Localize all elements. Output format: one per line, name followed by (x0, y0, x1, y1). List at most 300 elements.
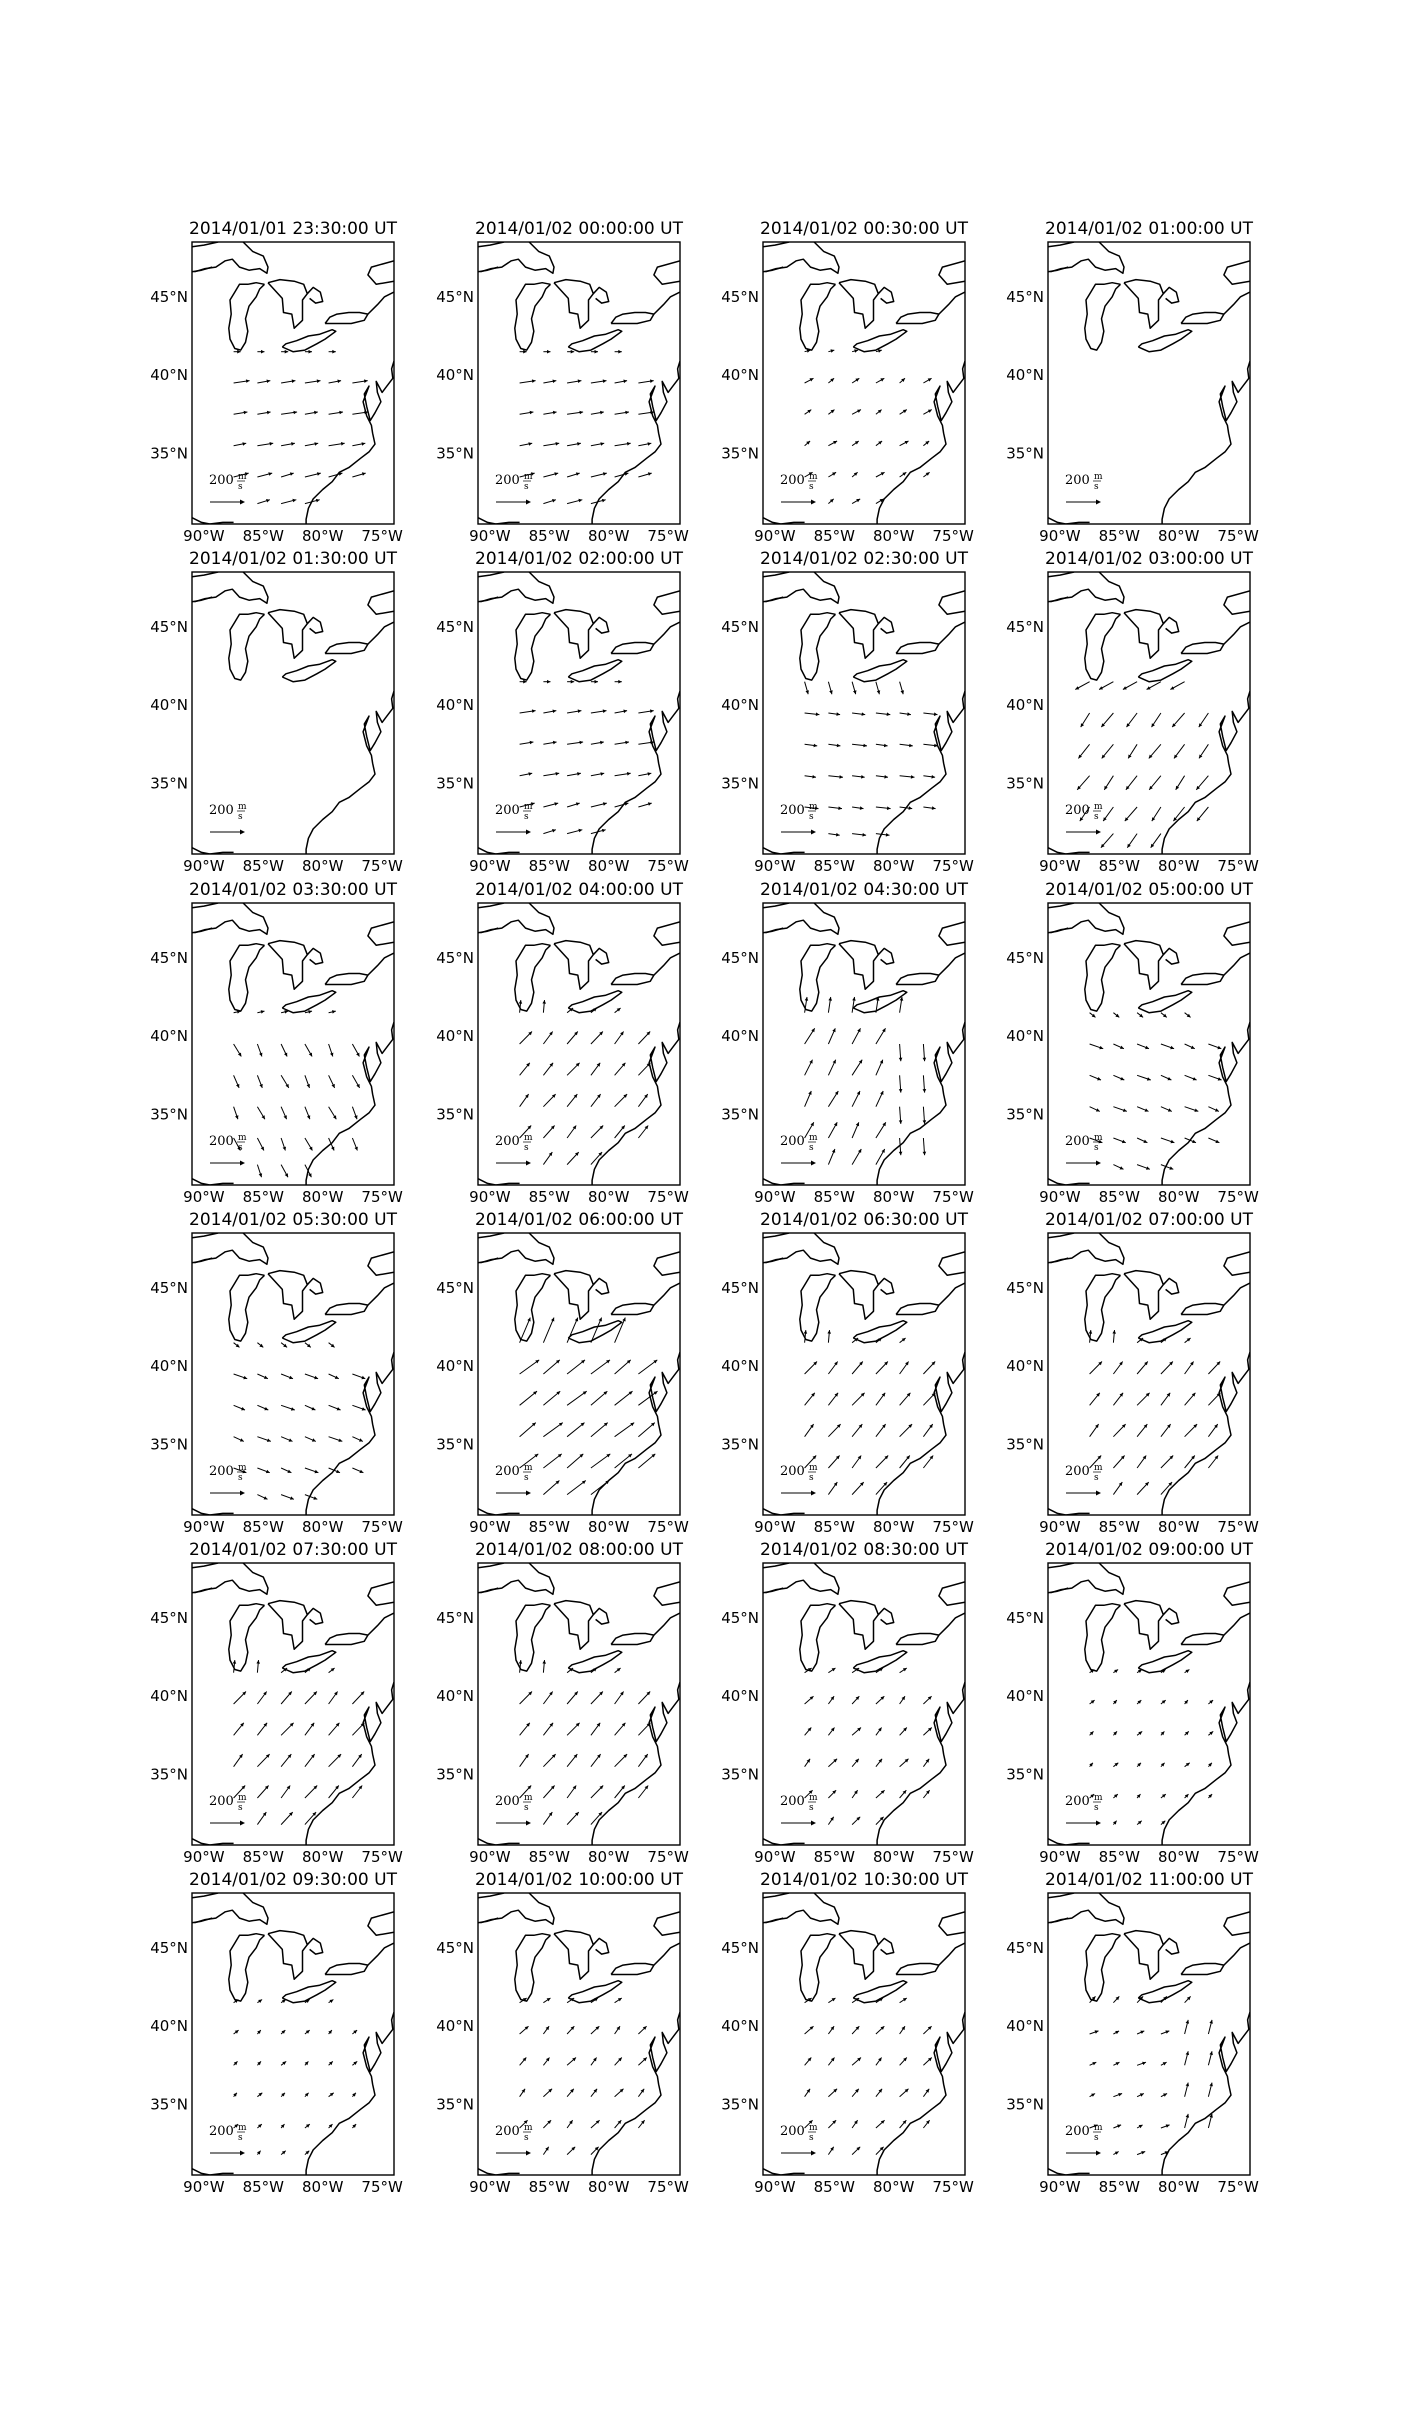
wind-arrow (638, 1126, 648, 1139)
scale-unit-denominator: s (524, 2133, 529, 2143)
wind-arrow (900, 1424, 913, 1437)
coastline-gulfBit (192, 2169, 234, 2175)
coastline-ontario (896, 643, 939, 654)
coastline-michigan (229, 944, 265, 1011)
wind-arrow (1185, 1044, 1195, 1049)
wind-arrow (1090, 1362, 1102, 1375)
wind-arrow (281, 1044, 287, 1057)
wind-arrow (805, 775, 816, 779)
wind-arrow (1208, 1456, 1218, 1469)
coastline-huron (268, 280, 307, 329)
wind-arrow (827, 1330, 831, 1343)
wind-arrow (1113, 1393, 1123, 1406)
lon-tick-label: 75°W (932, 1518, 974, 1536)
scale-label: 200 (209, 803, 234, 818)
map-panel (1006, 549, 1259, 875)
wind-arrow (257, 1495, 267, 1500)
lon-tick-label: 85°W (242, 527, 285, 545)
lon-tick-label: 80°W (1157, 2178, 1200, 2196)
wind-arrow (828, 775, 843, 779)
coastline-ontario (896, 313, 939, 324)
wind-arrow (1208, 1107, 1219, 1112)
lon-tick-label: 85°W (813, 1518, 856, 1536)
coastline-michigan (800, 613, 836, 680)
wind-arrow (352, 2061, 357, 2065)
lon-tick-label: 80°W (587, 1848, 630, 1866)
lon-tick-label: 85°W (813, 1848, 856, 1866)
lon-tick-label: 80°W (301, 1188, 344, 1206)
scale-arrow (1066, 1491, 1101, 1496)
wind-arrow (281, 2124, 285, 2128)
scale-unit-numerator: m (524, 2123, 533, 2133)
wind-arrow (567, 1152, 579, 1165)
wind-arrow (543, 499, 556, 504)
lon-tick-label: 85°W (528, 527, 571, 545)
lon-tick-label: 75°W (647, 1518, 689, 1536)
panel-title: 2014/01/02 10:30:00 UT (760, 1870, 968, 1890)
lat-tick-label: 35°N (150, 1435, 188, 1454)
wind-arrow (923, 775, 935, 779)
wind-arrow (281, 2000, 286, 2004)
wind-arrow (828, 1060, 835, 1076)
wind-arrow (876, 2089, 882, 2097)
wind-arrow (828, 2120, 836, 2128)
panel-title: 2014/01/02 10:00:00 UT (475, 1870, 683, 1890)
lat-tick-label: 40°N (150, 1357, 188, 1376)
coastline-huron (268, 1931, 307, 1980)
scale-unit-numerator: m (809, 1793, 818, 1803)
coastline-georgianBay (1163, 1938, 1178, 1954)
wind-arrow (1185, 2051, 1190, 2065)
lon-tick-label: 75°W (361, 527, 403, 545)
wind-arrow (329, 1374, 339, 1379)
lat-tick-label: 35°N (1006, 1765, 1044, 1784)
wind-arrow (828, 1790, 836, 1798)
wind-arrow (1113, 2031, 1119, 2034)
wind-arrow (1161, 1075, 1172, 1080)
wind-arrow (305, 350, 312, 354)
wind-arrow (257, 442, 273, 446)
wind-arrow (615, 741, 629, 745)
coastline-erie (282, 1321, 336, 1343)
wind-arrow (805, 1060, 813, 1076)
scale-unit-denominator: s (1094, 482, 1099, 492)
coastline-georgianBay (593, 948, 608, 964)
wind-arrow (567, 1481, 586, 1495)
lat-tick-label: 45°N (150, 287, 188, 306)
map-panel (1006, 1210, 1259, 1536)
coastline-huron (554, 1931, 593, 1980)
wind-arrow (1185, 1013, 1191, 1018)
wind-arrow (876, 682, 880, 695)
wind-arrow (900, 410, 907, 415)
panel-title: 2014/01/02 04:30:00 UT (760, 880, 968, 900)
scale-label: 200 (209, 1794, 234, 1809)
wind-arrow (1185, 2083, 1190, 2097)
wind-arrow (852, 1028, 860, 1044)
coastline-gulfBit (478, 848, 520, 854)
lat-tick-label: 45°N (1006, 1938, 1044, 1957)
wind-arrow (615, 2089, 624, 2097)
wind-arrow (257, 1010, 264, 1014)
coastline-georgianBay (593, 1938, 608, 1954)
lon-tick-label: 85°W (528, 1518, 571, 1536)
lat-tick-label: 40°N (150, 2017, 188, 2036)
wind-arrow (852, 682, 856, 695)
wind-arrow (828, 2147, 833, 2155)
lon-tick-label: 90°W (183, 1518, 225, 1536)
coastline-huron (1124, 1931, 1163, 1980)
coastline-northTop (478, 1563, 504, 1568)
wind-arrow (1137, 2125, 1143, 2128)
coastline-northTop (1048, 572, 1074, 577)
wind-arrow (281, 1495, 294, 1500)
wind-arrow (281, 1405, 295, 1410)
wind-arrow (828, 1817, 833, 1825)
coastline-northTop (192, 242, 218, 247)
coastline-georgianBay (878, 617, 893, 633)
coastline-stLawrence (368, 1613, 394, 1635)
wind-arrow (567, 1032, 578, 1045)
wind-arrow (852, 1149, 861, 1165)
scale-unit-denominator: s (524, 1803, 529, 1813)
wind-arrow (305, 2093, 309, 2097)
wind-arrow (1113, 1731, 1117, 1735)
wind-arrow (1113, 1362, 1122, 1375)
wind-arrow (543, 1032, 552, 1045)
wind-arrow (234, 2061, 238, 2065)
coastline-stLawrence (1224, 1283, 1250, 1305)
wind-arrow (852, 472, 858, 477)
wind-arrow (591, 1094, 601, 1107)
wind-arrow (923, 410, 931, 415)
scale-unit-denominator: s (238, 1143, 243, 1153)
scale-unit-numerator: m (238, 2123, 247, 2133)
lon-tick-label: 85°W (1098, 1848, 1141, 1866)
wind-arrow (1161, 1794, 1166, 1798)
lat-tick-label: 40°N (721, 1027, 759, 1046)
wind-arrow (852, 441, 859, 446)
coastline-northTop (478, 903, 504, 908)
lat-tick-label: 35°N (1006, 774, 1044, 793)
wind-arrow (591, 2026, 599, 2034)
coastline-michigan (800, 283, 836, 350)
wind-arrow (899, 1107, 903, 1124)
coastline-superiorSouth (478, 597, 498, 602)
scale-arrow (781, 830, 816, 835)
wind-arrow (591, 709, 607, 713)
wind-arrow (329, 2061, 333, 2065)
lat-tick-label: 45°N (1006, 1278, 1044, 1297)
lon-tick-label: 85°W (813, 2178, 856, 2196)
coastline-northTop (763, 1233, 789, 1238)
coastline-michigan (229, 1274, 265, 1341)
wind-arrow (805, 1393, 815, 1406)
wind-arrow (520, 1360, 540, 1374)
scale-arrow (210, 1821, 245, 1826)
wind-arrow (828, 1759, 837, 1767)
wind-arrow (591, 2058, 597, 2066)
wind-arrow (257, 1786, 268, 1799)
coastline-ottawaCoast (368, 1582, 394, 1606)
wind-arrow (852, 1759, 859, 1767)
coastline-superiorSouth (192, 267, 212, 272)
coastline-northTop (192, 1563, 218, 1568)
coastline-ottawaCoast (654, 1582, 680, 1606)
lon-tick-label: 90°W (469, 1518, 511, 1536)
scale-arrow (210, 830, 245, 835)
wind-arrow (1113, 1165, 1123, 1170)
wind-arrow (543, 350, 550, 354)
wind-arrow (591, 442, 604, 446)
wind-arrow (852, 1122, 859, 1138)
wind-arrow (305, 1044, 312, 1057)
wind-arrow (567, 1723, 580, 1736)
wind-arrow (828, 378, 834, 383)
wind-arrow (543, 472, 558, 477)
coastline-gulfBit (1048, 848, 1090, 854)
wind-arrow (828, 1424, 840, 1437)
wind-arrow (567, 442, 581, 446)
coastline-ontario (1181, 1634, 1224, 1645)
wind-arrow (828, 1393, 838, 1406)
coastline-ottawaCoast (1224, 1582, 1250, 1606)
wind-arrow (1090, 1044, 1104, 1049)
wind-arrow (638, 2089, 644, 2097)
coastline-stLawrence (1224, 622, 1250, 644)
wind-arrow (281, 1723, 294, 1736)
wind-arrow (1137, 1821, 1142, 1825)
wind-arrow (281, 2151, 286, 2155)
wind-arrow (543, 2147, 548, 2155)
coastline-eastCoast (877, 1022, 965, 1185)
coastline-northTop (192, 572, 218, 577)
wind-arrow (257, 2061, 261, 2065)
wind-arrow (591, 1786, 603, 1799)
coastline-gulfBit (478, 2169, 520, 2175)
lon-tick-label: 75°W (361, 1188, 403, 1206)
wind-arrow (1137, 1424, 1147, 1437)
wind-arrow (638, 442, 651, 446)
wind-arrow (900, 1668, 907, 1673)
scale-arrow (496, 1161, 531, 1166)
coastline-stLawrence (654, 1283, 680, 1305)
lon-tick-label: 85°W (242, 857, 285, 875)
lon-tick-label: 75°W (1217, 2178, 1259, 2196)
scale-unit-denominator: s (809, 2133, 814, 2143)
wind-arrow (543, 2120, 551, 2128)
lat-tick-label: 35°N (721, 444, 759, 463)
wind-arrow (543, 1391, 560, 1405)
wind-arrow (1137, 1763, 1141, 1767)
coastline-erie (1138, 330, 1192, 352)
coastline-superiorSouth (478, 1258, 498, 1263)
coastline-eastCoast (1162, 691, 1250, 854)
coastline-georgianBay (878, 287, 893, 303)
wind-arrow (352, 472, 365, 477)
wind-arrow (638, 2026, 646, 2034)
wind-arrow (1137, 1075, 1151, 1080)
lon-tick-label: 85°W (528, 2178, 571, 2196)
scale-arrow (1066, 830, 1101, 835)
wind-arrow (543, 411, 556, 415)
wind-arrow (852, 2089, 859, 2097)
wind-arrow (567, 350, 574, 354)
lon-tick-label: 85°W (528, 1188, 571, 1206)
wind-arrow (329, 1044, 334, 1057)
wind-arrow (520, 442, 533, 446)
wind-arrow (900, 2026, 905, 2034)
scale-label: 200 (1065, 1464, 1090, 1479)
wind-arrow (828, 1696, 834, 1704)
wind-arrow (1185, 1731, 1189, 1735)
panel-title: 2014/01/02 01:30:00 UT (189, 549, 397, 569)
wind-arrow (281, 2030, 285, 2034)
wind-arrow (567, 1094, 577, 1107)
wind-arrow (520, 1723, 530, 1736)
wind-arrow (591, 1391, 607, 1405)
wind-arrow (1128, 744, 1137, 758)
wind-arrow (329, 2124, 333, 2128)
wind-arrow (876, 378, 884, 383)
wind-arrow (923, 1393, 935, 1406)
wind-arrow (828, 682, 832, 695)
coastline-georgianBay (307, 948, 322, 964)
wind-arrow (329, 2000, 334, 2004)
wind-arrow (1104, 776, 1113, 790)
wind-arrow (520, 1032, 532, 1045)
lat-tick-label: 45°N (436, 617, 474, 636)
scale-unit-numerator: m (809, 1133, 818, 1143)
wind-arrow (352, 1468, 363, 1473)
map-panel (1006, 1870, 1259, 2196)
panel-title: 2014/01/02 06:00:00 UT (475, 1210, 683, 1230)
lon-tick-label: 75°W (647, 527, 689, 545)
wind-arrow (543, 2026, 549, 2034)
coastline-stLawrence (368, 953, 394, 975)
wind-arrow (638, 1032, 650, 1045)
lat-tick-label: 35°N (436, 774, 474, 793)
wind-arrow (638, 1723, 650, 1736)
wind-arrow (900, 378, 905, 383)
lat-tick-label: 40°N (721, 1357, 759, 1376)
wind-arrow (876, 1696, 884, 1704)
wind-arrow (1090, 1107, 1100, 1112)
scale-unit-denominator: s (1094, 2133, 1099, 2143)
panel-title: 2014/01/02 05:30:00 UT (189, 1210, 397, 1230)
wind-arrow (1113, 1794, 1117, 1798)
wind-arrow (257, 1437, 270, 1442)
lon-tick-label: 80°W (872, 1848, 915, 1866)
wind-arrow (543, 802, 558, 807)
lat-tick-label: 40°N (436, 2017, 474, 2036)
lon-tick-label: 90°W (469, 527, 511, 545)
wind-arrow (520, 2058, 527, 2066)
wind-arrow (923, 1107, 927, 1124)
coastline-northTop (478, 1233, 504, 1238)
wind-arrow (1090, 1393, 1100, 1406)
scale-unit-numerator: m (238, 1463, 247, 1473)
wind-arrow (1196, 776, 1208, 790)
wind-arrow (543, 1692, 552, 1705)
lon-tick-label: 90°W (183, 527, 225, 545)
lat-tick-label: 35°N (150, 774, 188, 793)
wind-arrow (352, 1138, 357, 1151)
wind-arrow (567, 1360, 585, 1374)
lon-tick-label: 80°W (301, 2178, 344, 2196)
wind-arrow (1161, 1731, 1165, 1735)
wind-arrow (805, 744, 818, 748)
wind-arrow (257, 1692, 266, 1705)
lat-tick-label: 45°N (721, 948, 759, 967)
wind-arrow (328, 2030, 332, 2034)
wind-arrow (543, 1812, 552, 1825)
wind-arrow (543, 1481, 559, 1495)
lon-tick-label: 90°W (1039, 1518, 1081, 1536)
lon-tick-label: 90°W (1039, 1188, 1081, 1206)
wind-arrow (567, 772, 581, 776)
wind-arrow (876, 1028, 886, 1044)
wind-arrow (828, 1728, 834, 1736)
scale-label: 200 (1065, 1134, 1090, 1149)
map-panel (1006, 1540, 1259, 1866)
coastline-northTop (763, 1563, 789, 1568)
coastline-northTop (192, 1893, 218, 1898)
lon-tick-label: 80°W (1157, 857, 1200, 875)
coastline-huron (1124, 610, 1163, 659)
wind-arrow (805, 410, 812, 415)
coastline-northTop (763, 903, 789, 908)
wind-arrow (638, 1454, 655, 1468)
wind-arrow (591, 1360, 610, 1374)
wind-arrow (591, 772, 604, 776)
coastline-gulfBit (478, 1509, 520, 1515)
wind-arrow (567, 1423, 584, 1437)
wind-arrow (923, 1728, 931, 1736)
coastline-ottawaCoast (939, 1252, 965, 1276)
wind-arrow (567, 1391, 587, 1405)
wind-arrow (567, 379, 581, 383)
wind-arrow (520, 772, 533, 776)
map-panel (1006, 880, 1259, 1206)
coastline-superiorSouth (1048, 928, 1068, 933)
coastline-georgianBay (307, 1278, 322, 1294)
coastline-michigan (800, 1604, 836, 1671)
wind-arrow (638, 1692, 650, 1705)
coastline-ontario (611, 1304, 654, 1315)
scale-label: 200 (780, 1794, 805, 1809)
scale-arrow (781, 1161, 816, 1166)
wind-arrow (923, 2058, 931, 2066)
wind-arrow (520, 1423, 536, 1437)
wind-arrow (615, 710, 628, 714)
wind-arrow (1208, 1731, 1213, 1735)
wind-arrow (828, 997, 832, 1013)
scale-arrow (1066, 2151, 1101, 2156)
wind-arrow (567, 1126, 576, 1139)
wind-arrow (1126, 776, 1137, 790)
coastline-gulfBit (192, 518, 234, 524)
wind-arrow (900, 775, 915, 779)
wind-arrow (257, 2093, 262, 2097)
wind-arrow (233, 2093, 237, 2097)
lon-tick-label: 90°W (754, 857, 796, 875)
lon-tick-label: 90°W (469, 2178, 511, 2196)
wind-arrow (281, 1786, 290, 1799)
wind-arrow (900, 1393, 911, 1406)
wind-arrow (638, 1786, 648, 1799)
panel-title: 2014/01/02 09:30:00 UT (189, 1870, 397, 1890)
